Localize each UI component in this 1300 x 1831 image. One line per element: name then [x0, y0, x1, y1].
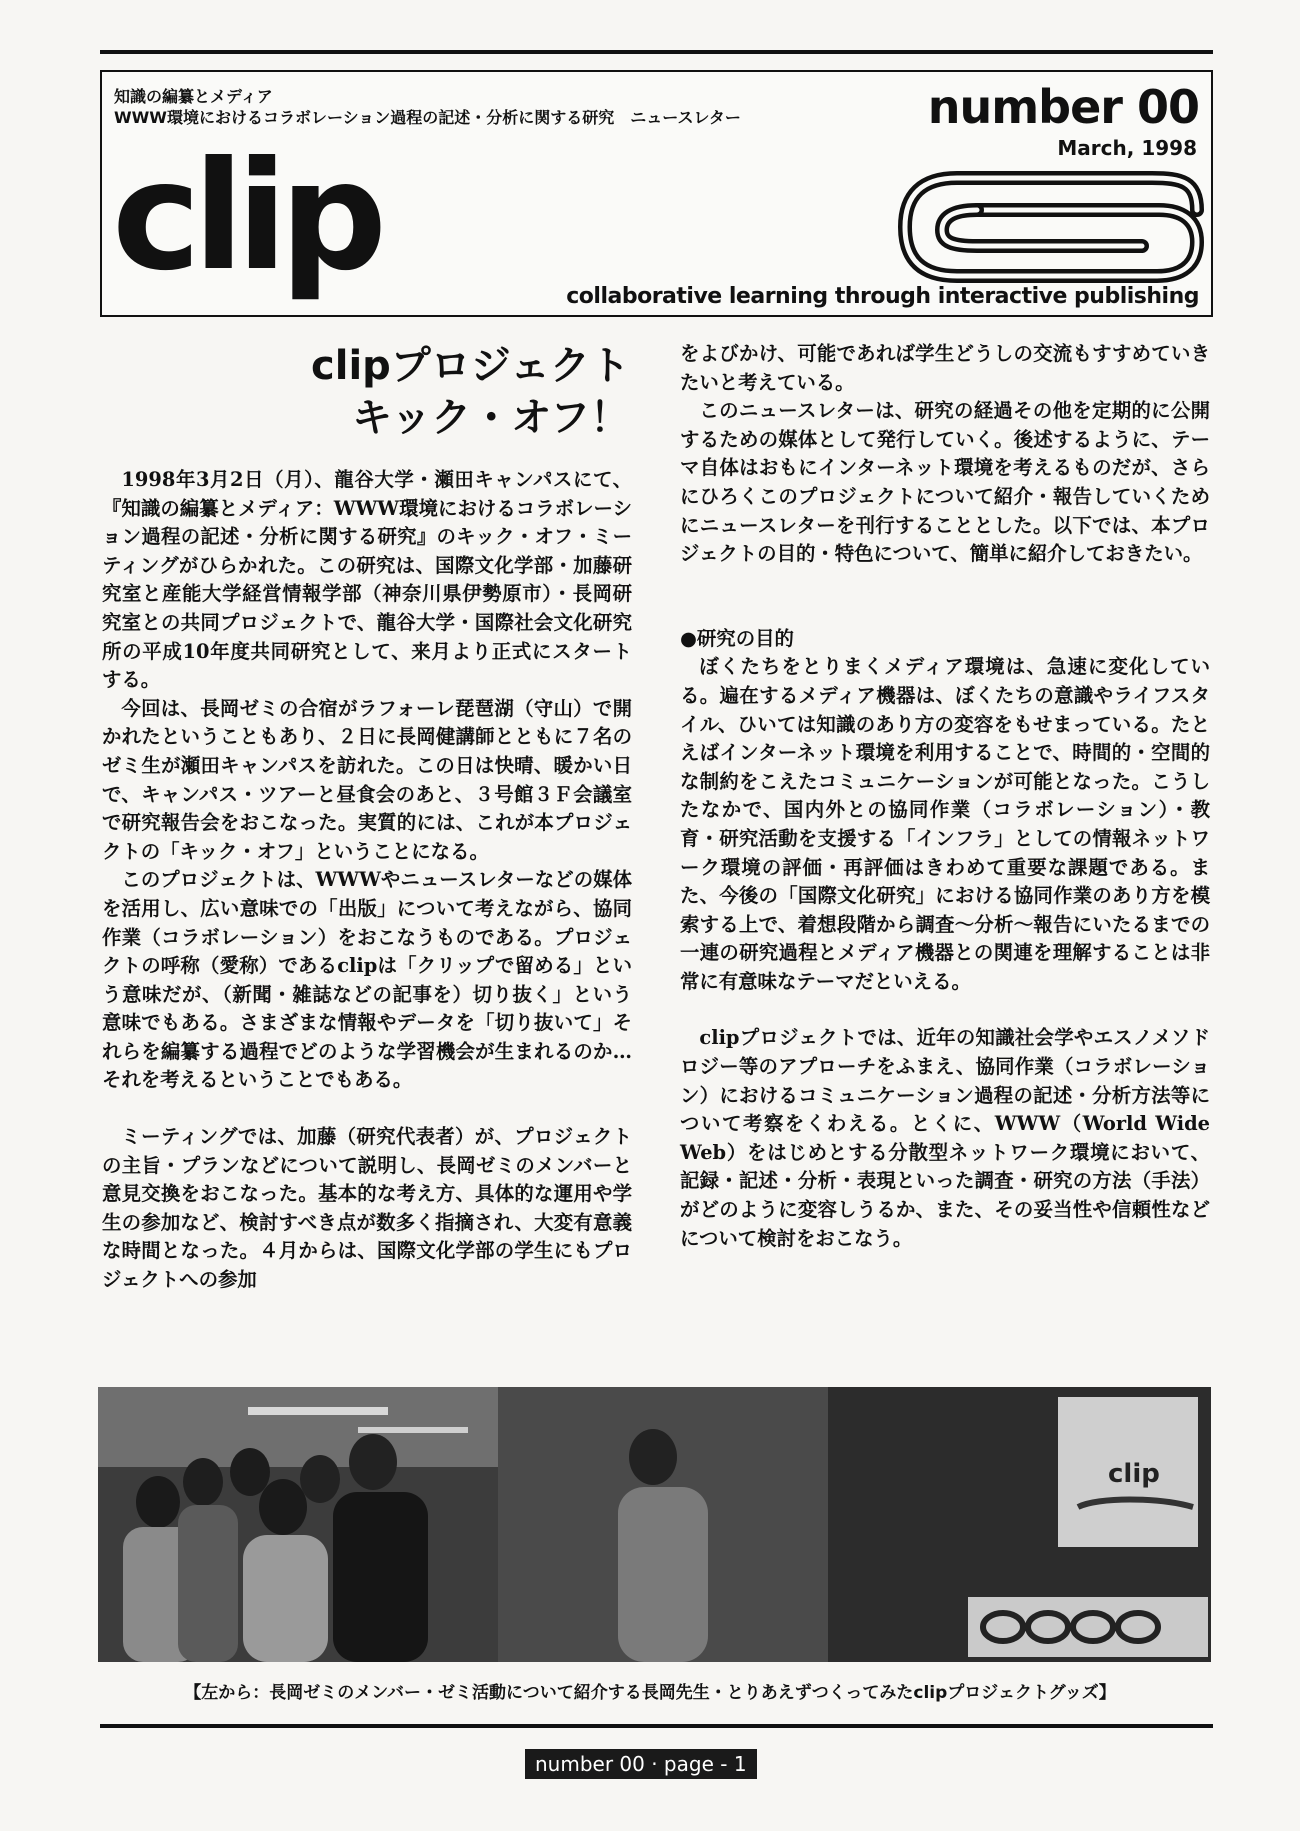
photo-sign-text: clip: [1108, 1459, 1160, 1489]
group-photo: [98, 1387, 1211, 1662]
body-paragraph: このニュースレターは、研究の経過その他を定期的に公開するための媒体として発行していく。後述するように、テーマ自体はおもにインターネット環境を考えるものだが、さらにひろくこのプロジェクトについて紹介・報告していくためにニュースレターを刊行することとした。以下では、本プロジェクトの目的・特色について、簡単に紹介しておきたい。: [680, 399, 1210, 566]
top-rule: [100, 50, 1213, 54]
masthead: [100, 70, 1213, 317]
bottom-rule: [100, 1724, 1213, 1728]
body-paragraph: 1998年3月2日（月）、龍谷大学・瀬田キャンパスにて、『知識の編纂とメディア：WWW環境におけるコラボレーション過程の記述・分析に関する研究』のキック・オフ・ミーティングがひらかれた。この研究は、国際文化学部・加藤研究室と産能大学経営情報学部（神奈川県伊勢原市）・長岡研究室との共同プロジェクトで、龍谷大学・国際社会文化研究所の平成10年度共同研究として、来月より正式にスタートする。: [102, 468, 632, 692]
body-paragraph: このプロジェクトは、WWWやニュースレターなどの媒体を活用し、広い意味での「出版」について考えながら、協同作業（コラボレーション）をおこなうものである。プロジェクトの呼称（愛称）であるclipは「クリップで留める」という意味だが、（新聞・雑誌などの記事を）切り抜く」という意味でもある。さまざまな情報やデータを「切り抜いて」それらを編纂する過程でどのような学習機会が生まれるのか…それを考えるということでもある。: [102, 868, 632, 1092]
issue-date: March, 1998: [1057, 136, 1197, 160]
headline-line-1: clipプロジェクト: [311, 343, 630, 389]
body-paragraph: ぼくたちをとりまくメディア環境は、急速に変化している。遍在するメディア機器は、ぼくたちの意識やライフスタイル、ひいては知識のあり方の変容をもせまっている。たとえばインターネット環境を利用することで、時間的・空間的な制約をこえたコミュニケーションが可能となった。こうしたなかで、国内外との協同作業（コラボレーション）・教育・研究活動を支援する「インフラ」としての情報ネットワーク環境の評価・再評価はきわめて重要な課題である。また、今後の「国際文化研究」における協同作業のあり方を模索する上で、着想段階から調査～分析～報告にいたるまでの一連の研究過程とメディア機器との関連を理解することは非常に有意味なテーマだといえる。: [680, 655, 1210, 993]
clip-logo: clip: [112, 130, 380, 304]
article-headline: [200, 340, 630, 444]
headline-line-2: キック・オフ！: [352, 395, 630, 441]
photo-illustration: [98, 1387, 1211, 1662]
tagline: collaborative learning through interactive publishing: [566, 284, 1199, 309]
body-paragraph: をよびかけ、可能であれば学生どうしの交流もすすめていきたいと考えている。: [680, 342, 1210, 394]
article-right-column: [680, 340, 1210, 1253]
body-paragraph: clipプロジェクトでは、近年の知識社会学やエスノメソドロジー等のアプローチをふまえ、協同作業（コラボレーション）におけるコミュニケーション過程の記述・分析方法等について考察をくわえる。とくに、WWW（World Wide Web）をはじめとする分散型ネットワーク環境において、記録・記述・分析・表現といった調査・研究の方法（手法）がどのように変容しうるか、また、その妥当性や信頼性などについて検討をおこなう。: [680, 1026, 1210, 1250]
body-paragraph: 今回は、長岡ゼミの合宿がラフォーレ琵琶湖（守山）で開かれたということもあり、２日に長岡健講師とともに７名のゼミ生が瀬田キャンパスを訪れた。この日は快晴、暖かい日で、キャンパス・ツアーと昼食会のあと、３号館３Ｆ会議室で研究報告会をおこなった。実質的には、これが本プロジェクトの「キック・オフ」ということになる。: [102, 696, 632, 863]
issue-number: number 00: [927, 80, 1199, 134]
article-left-column: [102, 466, 632, 1295]
photo-caption: 【左から：長岡ゼミのメンバー・ゼミ活動について紹介する長岡先生・とりあえずつくってみたclipプロジェクトグッズ】: [184, 1683, 1116, 1703]
section-gap: [680, 569, 1210, 625]
section-heading: ●研究の目的: [680, 626, 794, 650]
paragraph-gap: [102, 1095, 632, 1123]
paperclip-icon: [897, 170, 1207, 285]
research-project-title: WWW環境におけるコラボレーション過程の記述・分析に関する研究 ニュースレター: [114, 108, 741, 127]
body-paragraph: ミーティングでは、加藤（研究代表者）が、プロジェクトの主旨・プランなどについて説明し、長岡ゼミのメンバーと意見交換をおこなった。基本的な考え方、具体的な運用や学生の参加など、検討すべき点が数多く指摘され、大変有意義な時間となった。４月からは、国際文化学部の学生にもプロジェクトへの参加: [102, 1125, 632, 1292]
page-footer-label: number 00 · page - 1: [525, 1749, 757, 1779]
paragraph-gap: [680, 996, 1210, 1024]
newsletter-series-title: 知識の編纂とメディア: [114, 87, 273, 106]
